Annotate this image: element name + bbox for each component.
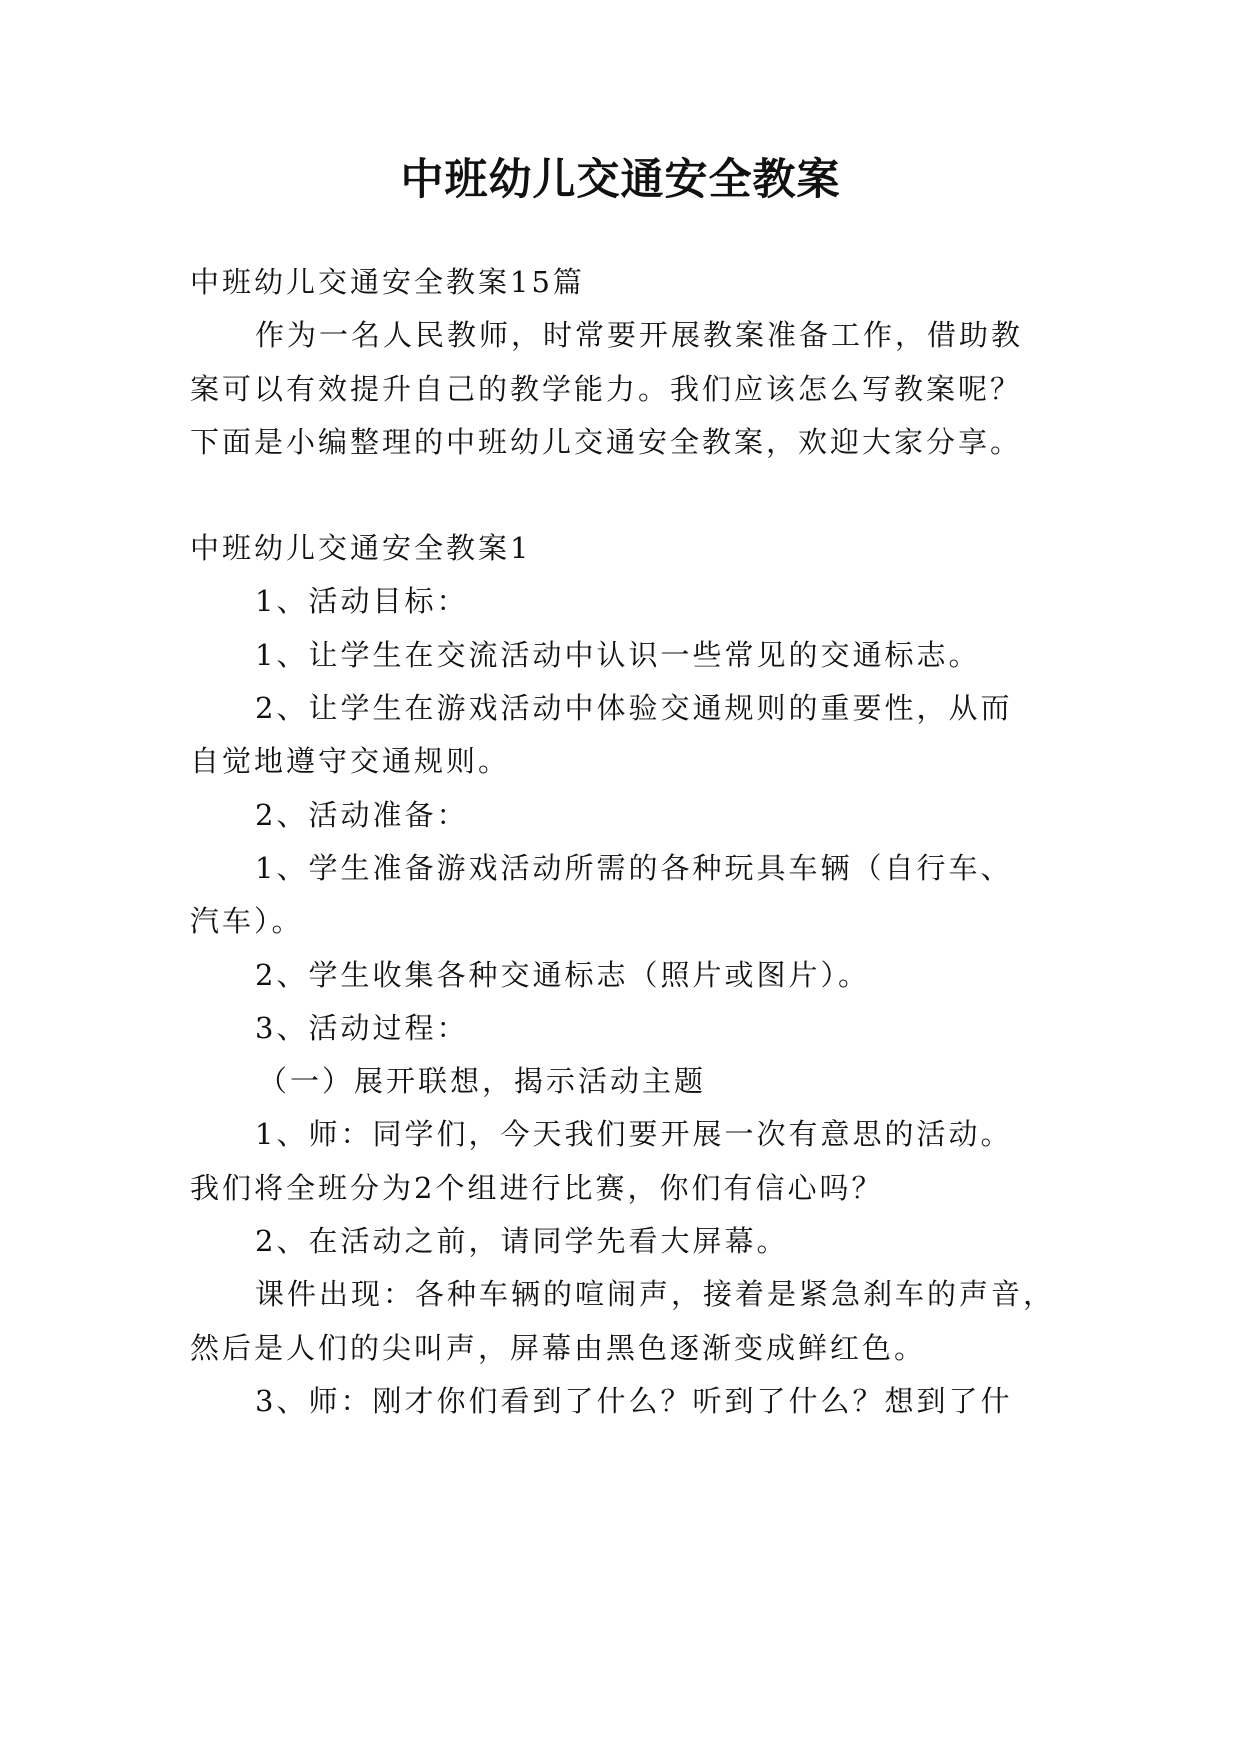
- paragraph-line: 3、活动过程：: [255, 1011, 469, 1045]
- paragraph-line: 作为一名人民教师，时常要开展教案准备工作，借助教: [255, 318, 1024, 352]
- paragraph-line: 1、学生准备游戏活动所需的各种玩具车辆（自行车、: [255, 851, 1013, 885]
- paragraph-line: 然后是人们的尖叫声，屏幕由黑色逐渐变成鲜红色。: [190, 1331, 927, 1365]
- document-title: 中班幼儿交通安全教案: [400, 155, 841, 205]
- paragraph-line: 1、师：同学们，今天我们要开展一次有意思的活动。: [255, 1117, 1013, 1151]
- paragraph-line: 自觉地遵守交通规则。: [190, 744, 511, 778]
- paragraph-line: 2、学生收集各种交通标志（照片或图片）。: [255, 958, 870, 992]
- series-heading: 中班幼儿交通安全教案15篇: [190, 265, 585, 299]
- paragraph-line: 2、在活动之前，请同学先看大屏幕。: [255, 1224, 789, 1258]
- paragraph-line: 2、活动准备：: [255, 798, 469, 832]
- paragraph-line: 3、师：刚才你们看到了什么？听到了什么？想到了什: [255, 1384, 1013, 1418]
- paragraph-line: 案可以有效提升自己的教学能力。我们应该怎么写教案呢？: [190, 372, 1023, 406]
- section-heading: 中班幼儿交通安全教案1: [190, 531, 532, 565]
- paragraph-line: 我们将全班分为2个组进行比赛，你们有信心吗？: [190, 1171, 884, 1205]
- paragraph-line: 1、活动目标：: [255, 584, 469, 618]
- paragraph-line: 课件出现：各种车辆的喧闹声，接着是紧急刹车的声音，: [255, 1277, 1056, 1311]
- paragraph-line: 1、让学生在交流活动中认识一些常见的交通标志。: [255, 638, 981, 672]
- paragraph-line: （一）展开联想，揭示活动主题: [258, 1064, 707, 1098]
- paragraph-line: 汽车）。: [190, 904, 304, 938]
- paragraph-line: 下面是小编整理的中班幼儿交通安全教案，欢迎大家分享。: [190, 425, 1023, 459]
- paragraph-line: 2、让学生在游戏活动中体验交通规则的重要性，从而: [255, 691, 1013, 725]
